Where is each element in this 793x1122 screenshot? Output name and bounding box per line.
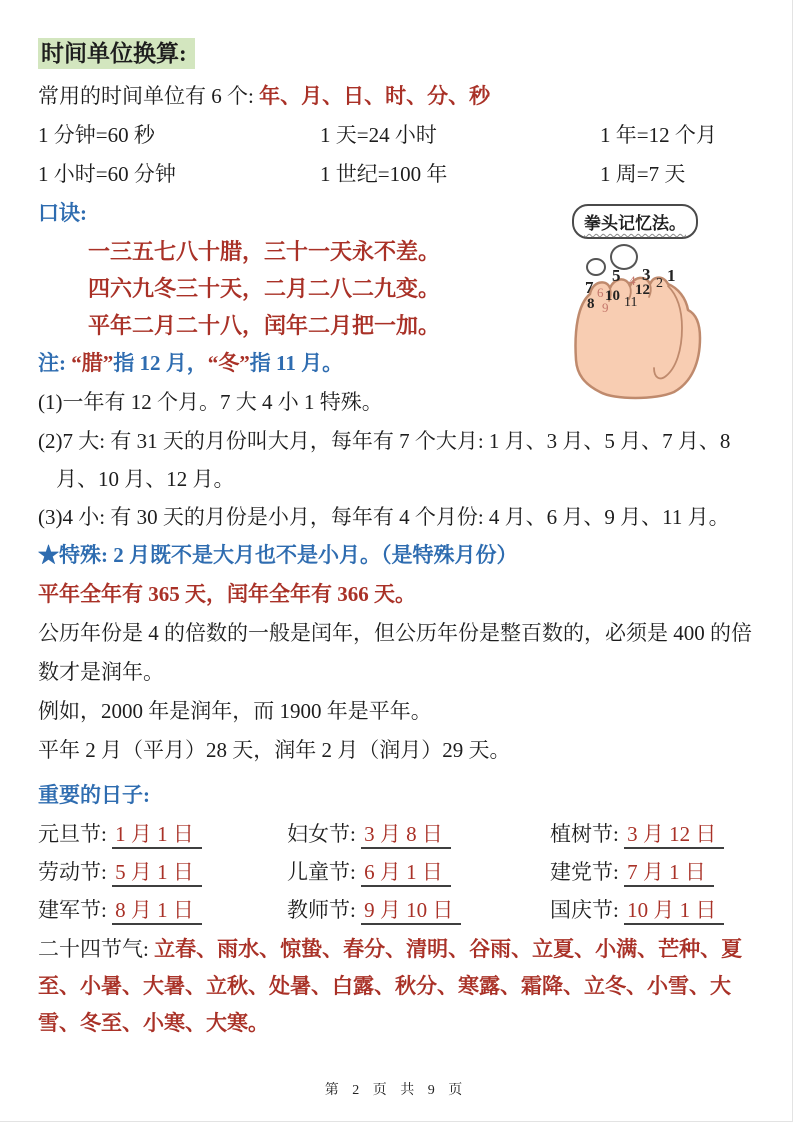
leap-rule: 公历年份是 4 的倍数的一般是闰年，但公历年份是整百数的，必须是 400 的倍数才是润年。: [38, 621, 752, 684]
speech-bubble: [572, 204, 698, 239]
conversion-cell: 1 世纪=100 年: [320, 162, 448, 186]
holiday-row-1: [38, 815, 762, 853]
knuckle-number: 4: [629, 273, 636, 288]
holiday-date: 7 月 1 日: [624, 860, 714, 887]
knuckle-number: 11: [624, 295, 638, 310]
holiday-date: 8 月 1 日: [112, 898, 202, 925]
page-number: 第 2 页 共 9 页: [324, 1083, 468, 1098]
point-2: (2)7 大: 有 31 天的月份叫大月，每年有 7 个大月: 1 月、3 月、5 月、7 月、8 月、10 月、12 月。: [38, 429, 731, 491]
holiday-item: [550, 891, 762, 929]
mnemonic-line-1: 一三五七八十腊，三十一天永不差。: [88, 239, 441, 264]
holiday-item: [287, 853, 550, 891]
holiday-name: 植树节:: [550, 822, 625, 846]
holiday-name: 建党节:: [550, 860, 625, 884]
solar-terms-paragraph: [38, 931, 762, 1042]
knuckle-number: 5: [612, 266, 621, 285]
solar-terms-list: 立春、雨水、惊蛰、春分、清明、谷雨、立夏、小满、芒种、夏至、小暑、大暑、立秋、处暑、白露、秋分、寒露、霜降、立冬、小雪、大雪、冬至、小寒、大寒。: [38, 937, 743, 1035]
holiday-item: [38, 891, 287, 929]
holiday-name: 教师节:: [287, 898, 362, 922]
point-3: (3)4 小: 有 30 天的月份是小月，每年有 4 个月份: 4 月、6 月、9 月、11 月。: [38, 505, 730, 529]
knuckle-number: 3: [642, 265, 651, 284]
conversion-cell: 1 周=7 天: [600, 162, 686, 186]
solar-terms-label: 二十四节气:: [38, 937, 155, 961]
holiday-item: [550, 853, 762, 891]
knuckle-number: 10: [605, 288, 620, 304]
conversion-cell: 1 分钟=60 秒: [38, 123, 155, 147]
knuckle-number: 8: [587, 296, 595, 312]
holiday-name: 国庆节:: [550, 898, 625, 922]
holiday-date: 3 月 12 日: [624, 822, 724, 849]
note-dong-word: “冬”: [207, 351, 250, 375]
knuckle-number: 2: [656, 276, 663, 291]
holiday-name: 建军节:: [38, 898, 113, 922]
knuckle-number: 12: [635, 282, 650, 298]
holiday-date: 10 月 1 日: [624, 898, 724, 925]
holiday-item: [38, 853, 287, 891]
year-days-line: 平年全年有 365 天，闰年全年有 366 天。: [38, 582, 416, 606]
holiday-item: [38, 815, 287, 853]
intro-units: 年、月、日、时、分、秒: [259, 84, 491, 108]
holiday-date: 3 月 8 日: [361, 822, 451, 849]
holiday-date: 5 月 1 日: [112, 860, 202, 887]
important-days-heading: 重要的日子:: [38, 783, 150, 807]
mnemonic-line-3: 平年二月二十八，闰年二月把一加。: [88, 313, 441, 338]
point-1: (1)一年有 12 个月。7 大 4 小 1 特殊。: [38, 390, 383, 414]
knuckle-number: 1: [667, 266, 676, 285]
page-title-highlight: 时间单位换算:: [38, 38, 195, 69]
holiday-item: [550, 815, 762, 853]
conversion-row-1: [38, 116, 762, 155]
intro-line: [38, 77, 762, 116]
conversion-cell: 1 天=24 小时: [320, 123, 437, 147]
page-title: [38, 34, 762, 74]
intro-prefix: 常用的时间单位有 6 个:: [38, 84, 260, 108]
holiday-name: 元旦节:: [38, 822, 113, 846]
mnemonic-heading: 口诀:: [38, 201, 87, 225]
february-days: 平年 2 月（平月）28 天，润年 2 月（润月）29 天。: [38, 738, 511, 762]
holiday-name: 妇女节:: [287, 822, 362, 846]
holiday-name: 儿童节:: [287, 860, 362, 884]
note-seg-11: 指 11 月。: [249, 351, 344, 375]
special-note: ★特殊: 2 月既不是大月也不是小月。（是特殊月份）: [38, 543, 518, 567]
holiday-item: [287, 891, 550, 929]
note-seg-12: 指 12 月，: [113, 351, 208, 375]
holiday-name: 劳动节:: [38, 860, 113, 884]
conversion-row-2: [38, 155, 762, 194]
note-la-word: “腊”: [71, 351, 114, 375]
speech-bubble-text: 拳头记忆法。: [584, 214, 686, 233]
conversion-cell: 1 小时=60 分钟: [38, 162, 176, 186]
mnemonic-line-2: 四六九冬三十天，二月二八二九变。: [88, 276, 441, 301]
holiday-row-2: [38, 853, 762, 891]
fist-illustration: [556, 200, 781, 408]
example-line: 例如，2000 年是润年，而 1900 年是平年。: [38, 699, 432, 723]
holiday-date: 9 月 10 日: [361, 898, 461, 925]
holiday-date: 1 月 1 日: [112, 822, 202, 849]
knuckle-number: 7: [585, 278, 594, 297]
knuckle-number: 6: [597, 285, 604, 300]
note-label: 注:: [38, 351, 72, 375]
holiday-date: 6 月 1 日: [361, 860, 451, 887]
knuckle-number: 9: [602, 300, 609, 315]
holiday-item: [287, 815, 550, 853]
holiday-row-3: [38, 891, 762, 929]
conversion-cell: 1 年=12 个月: [600, 123, 717, 147]
